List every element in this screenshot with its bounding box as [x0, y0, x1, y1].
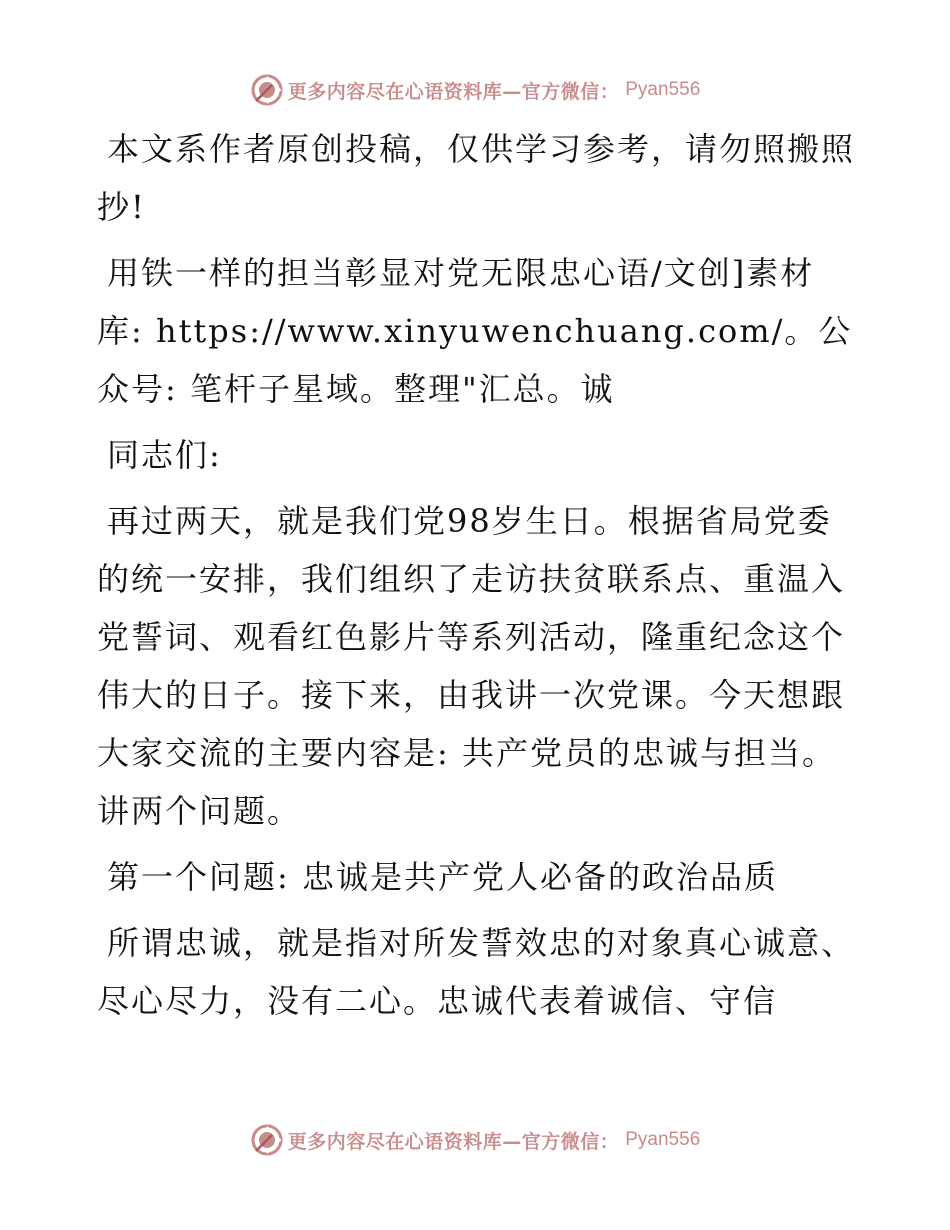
section-heading-1: 第一个问题: 忠诚是共产党人必备的政治品质 [107, 858, 778, 896]
title-source-line: 用铁一样的担当彰显对党无限忠心语/文创]素材库: https://www.xinyuwenchuang.com/。公众号: 笔杆子星域。整理"汇总。诚 [97, 254, 853, 408]
header-watermark [0, 70, 950, 110]
document-body [97, 120, 857, 1038]
watermark-wechat-id: Pyan556 [625, 79, 701, 100]
intro-paragraph: 再过两天，就是我们党98岁生日。根据省局党委的统一安排，我们组织了走访扶贫联系点、重温入党誓词、观看红色影片等系列活动，隆重纪念这个伟大的日子。接下来，由我讲一次党课。今天想跟大家交流的主要内容是: 共产党员的忠诚与担当。讲两个问题。 [97, 502, 846, 830]
watermark-text: 更多内容尽在心语资料库—官方微信： [287, 80, 620, 103]
quill-logo-icon [250, 73, 284, 107]
quill-logo-icon [250, 1123, 284, 1157]
loyalty-paragraph: 所谓忠诚，就是指对所发誓效忠的对象真心诚意、尽心尽力，没有二心。忠诚代表着诚信、守信 [97, 924, 856, 1020]
watermark-wechat-id: Pyan556 [625, 1129, 701, 1150]
salutation: 同志们: [107, 436, 222, 474]
footer-watermark [0, 1120, 950, 1160]
watermark-text: 更多内容尽在心语资料库—官方微信： [287, 1130, 620, 1153]
copyright-notice: 本文系作者原创投稿，仅供学习参考，请勿照搬照抄! [97, 130, 856, 226]
